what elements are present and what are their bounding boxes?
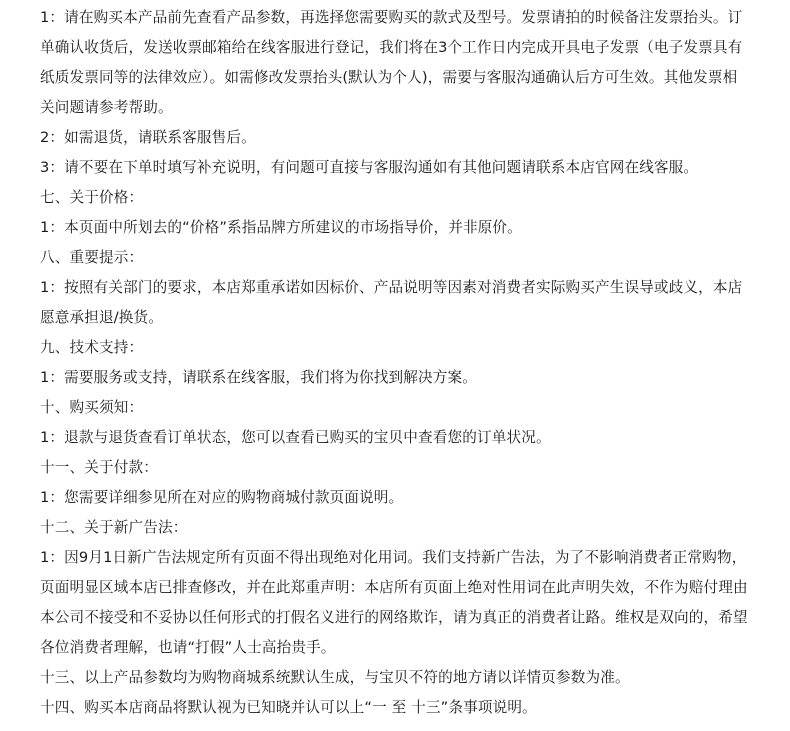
text-line: 本公司不接受和不妥协以任何形式的打假名义进行的网络欺诈，请为真正的消费者让路。维权是双向的，希望 <box>40 609 748 626</box>
text-line: 页面明显区域本店已排查修改，并在此郑重声明：本店所有页面上绝对性用词在此声明失效，不作为赔付理由 <box>40 579 748 596</box>
section-heading: 七、关于价格： <box>40 189 144 206</box>
text-line: 1：按照有关部门的要求，本店郑重承诺如因标价、产品说明等因素对消费者实际购买产生误导或歧义，本店 <box>40 279 743 296</box>
section-heading: 十、购买须知： <box>40 399 144 416</box>
text-line: 2：如需退货，请联系客服售后。 <box>40 129 256 146</box>
text-line: 愿意承担退/换货。 <box>40 309 164 326</box>
notice-document <box>40 3 760 723</box>
text-line: 1：请在购买本产品前先查看产品参数，再选择您需要购买的款式及型号。发票请拍的时候备注发票抬头。订 <box>40 9 743 26</box>
text-line: 纸质发票同等的法律效应）。如需修改发票抬头(默认为个人)，需要与客服沟通确认后方可生效。其他发票相 <box>40 69 738 86</box>
text-line: 1：需要服务或支持，请联系在线客服，我们将为你找到解决方案。 <box>40 369 478 386</box>
text-line: 3：请不要在下单时填写补充说明，有问题可直接与客服沟通如有其他问题请联系本店官网在线客服。 <box>40 159 699 176</box>
text-line: 1：因9月1日新广告法规定所有页面不得出现绝对化用词。我们支持新广告法，为了不影响消费者正常购物， <box>40 549 747 566</box>
text-line: 关问题请参考帮助。 <box>40 99 173 116</box>
text-line: 1：您需要详细参见所在对应的购物商城付款页面说明。 <box>40 489 404 506</box>
text-line: 各位消费者理解，也请“打假”人士高抬贵手。 <box>40 639 336 656</box>
text-line: 单确认收货后，发送收票邮箱给在线客服进行登记，我们将在3个工作日内完成开具电子发票（电子发票具有 <box>40 39 743 56</box>
text-line: 1：退款与退货查看订单状态，您可以查看已购买的宝贝中查看您的订单状况。 <box>40 429 551 446</box>
section-heading: 十三、以上产品参数均为购物商城系统默认生成，与宝贝不符的地方请以详情页参数为准。 <box>40 669 630 686</box>
section-heading: 十四、购买本店商品将默认视为已知晓并认可以上“一 至 十三”条事项说明。 <box>40 699 537 716</box>
section-heading: 八、重要提示： <box>40 249 144 266</box>
text-line: 1：本页面中所划去的“价格”系指品牌方所建议的市场指导价，并非原价。 <box>40 219 522 236</box>
section-heading: 十一、关于付款： <box>40 459 158 476</box>
section-heading: 十二、关于新广告法： <box>40 519 188 536</box>
section-heading: 九、技术支持： <box>40 339 144 356</box>
